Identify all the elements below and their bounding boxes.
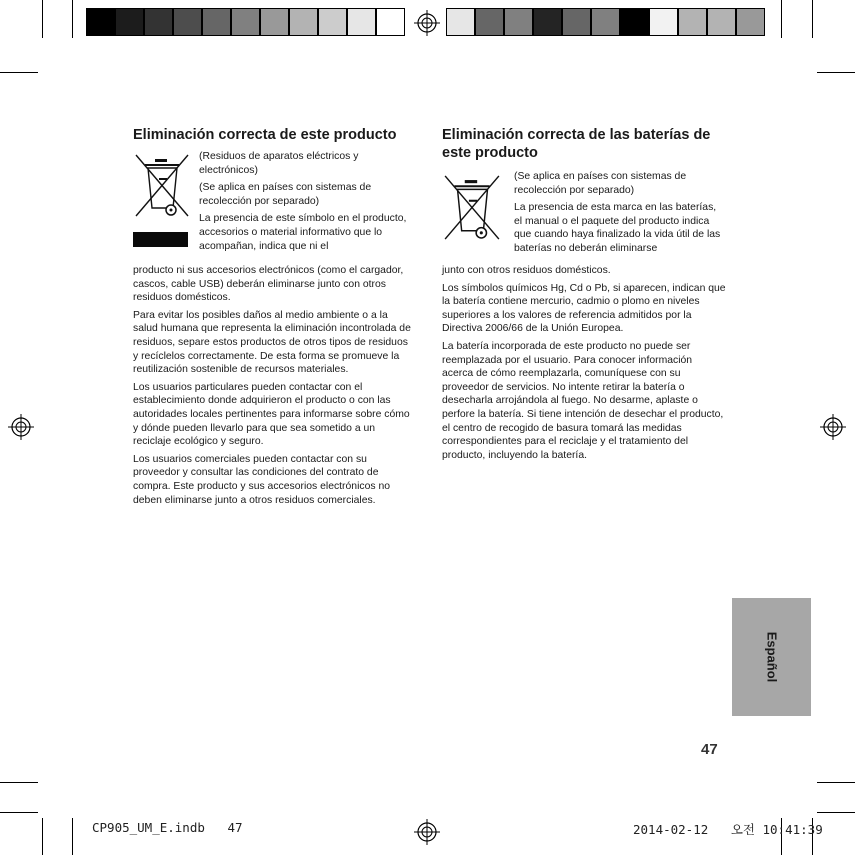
- color-swatch: [318, 8, 347, 36]
- crop-mark: [817, 812, 855, 813]
- color-swatch: [231, 8, 260, 36]
- crop-mark: [817, 782, 855, 783]
- color-swatch: [707, 8, 736, 36]
- language-tab-label: Español: [764, 631, 779, 683]
- crop-mark: [812, 0, 813, 38]
- color-bar-left: [86, 8, 405, 36]
- right-section-title: Eliminación correcta de las baterías de este producto: [442, 127, 711, 161]
- color-swatch: [649, 8, 678, 36]
- left-body-paragraph: Para evitar los posibles daños al medio ambiente o a la salud humana que representa la eliminación incontrolada de residuos, separe estos productos de otros tipos de residuos y recíclelos correctamente. De esta forma se promueve la reutilización sostenible de recursos materiales.: [133, 309, 411, 376]
- color-swatch: [289, 8, 318, 36]
- color-swatch: [347, 8, 376, 36]
- right-body-paragraph: Los símbolos químicos Hg, Cd o Pb, si aparecen, indican que la batería contiene mercurio, cadmio o plomo en niveles superiores a los valores de referencia admitidos por la Directiva 2006/66 de la Unión Europea.: [442, 282, 726, 335]
- crossed-wheelie-bin-icon: [442, 172, 502, 244]
- crop-mark: [0, 72, 38, 73]
- left-indented-paragraph: (Residuos de aparatos eléctricos y electrónicos): [199, 151, 359, 176]
- crop-mark: [817, 72, 855, 73]
- left-indented-text: [199, 150, 415, 253]
- color-swatch: [446, 8, 475, 36]
- color-swatch: [736, 8, 765, 36]
- registration-mark-icon: [8, 414, 34, 440]
- color-swatch: [144, 8, 173, 36]
- left-indented-paragraph: La presencia de este símbolo en el producto, accesorios o material informativo que lo acompañan, indica que ni el: [199, 213, 407, 252]
- right-body-paragraph: La batería incorporada de este producto no puede ser reemplazada por el usuario. Para conocer información acerca de cómo reemplazarla, comuníquese con su proveedor de servicios. No intente retirar la batería o desecharla arrojándola al fuego. No desarme, aplaste o perfore la batería. Si tiene intención de desechar el producto, el centro de recogido de basura tomará las medidas correspondientes para el reciclaje y el tratamiento del producto, incluyendo la batería.: [442, 340, 724, 461]
- registration-mark-icon: [820, 414, 846, 440]
- color-swatch: [86, 8, 115, 36]
- color-swatch: [562, 8, 591, 36]
- left-section-title: Eliminación correcta de este producto: [133, 127, 397, 143]
- color-swatch: [533, 8, 562, 36]
- color-swatch: [591, 8, 620, 36]
- color-swatch: [202, 8, 231, 36]
- left-body-text: [133, 264, 415, 511]
- crop-mark: [0, 812, 38, 813]
- color-swatch: [475, 8, 504, 36]
- language-side-tab: [732, 598, 811, 716]
- crop-mark: [0, 782, 38, 783]
- right-continuation-paragraph: junto con otros residuos domésticos.: [442, 265, 611, 276]
- left-indented-paragraph: (Se aplica en países con sistemas de recolección por separado): [199, 182, 372, 207]
- black-bar-icon: [133, 232, 188, 247]
- footer-timestamp: 2014-02-12 오전 10:41:39: [633, 822, 823, 837]
- color-swatch: [173, 8, 202, 36]
- color-swatch: [260, 8, 289, 36]
- color-swatch: [678, 8, 707, 36]
- color-swatch: [115, 8, 144, 36]
- registration-mark-icon: [414, 10, 440, 36]
- color-bar-right: [446, 8, 765, 36]
- crop-mark: [72, 0, 73, 38]
- left-continuation-paragraph: producto ni sus accesorios electrónicos (como el cargador, cascos, cable USB) deberán eliminarse junto con otros residuos domésticos.: [133, 265, 404, 304]
- crop-mark: [781, 0, 782, 38]
- crop-mark: [42, 818, 43, 855]
- crop-mark: [72, 818, 73, 855]
- color-swatch: [620, 8, 649, 36]
- page-number: 47: [701, 741, 718, 758]
- color-swatch: [504, 8, 533, 36]
- left-body-paragraph: Los usuarios comerciales pueden contactar con su proveedor y consultar las condiciones del contrato de compra. Este producto y sus accesorios electrónicos no deben eliminarse junto a otros residuos comerciales.: [133, 453, 391, 506]
- footer-file-info: CP905_UM_E.indb 47: [92, 820, 243, 835]
- right-indented-paragraph: (Se aplica en países con sistemas de recolección por separado): [514, 171, 687, 196]
- color-swatch: [376, 8, 405, 36]
- crossed-wheelie-bin-icon: [133, 152, 191, 220]
- right-indented-text: [514, 170, 724, 256]
- right-indented-paragraph: La presencia de esta marca en las baterías, el manual o el paquete del producto indica que cuando haya finalizado la vida útil de las baterías no deberán eliminarse: [514, 202, 721, 254]
- registration-mark-icon: [414, 819, 440, 845]
- left-body-paragraph: Los usuarios particulares pueden contactar con el establecimiento donde adquirieron el producto o con las autoridades locales pertinentes para informarse sobre cómo y dónde pueden llevarlo para que sea sometido a un reciclaje ecológico y seguro.: [133, 381, 410, 448]
- right-body-text: [442, 264, 726, 466]
- crop-mark: [42, 0, 43, 38]
